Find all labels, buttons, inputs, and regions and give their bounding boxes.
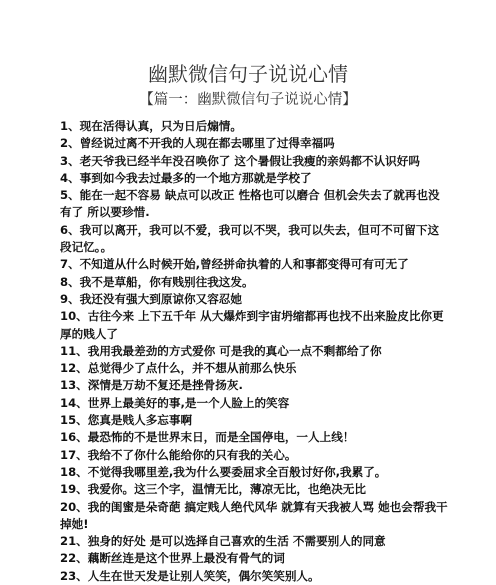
list-item: 6、我可以离开，我可以不爱，我可以不哭，我可以失去，但可不可留下这段记忆。。 [60,222,440,255]
page-title: 幽默微信句子说说心情 [148,62,348,86]
list-item: 19、我爱你。这三个字，温情无比，薄凉无比，也绝决无比 [60,482,366,497]
list-item: 8、我不是草船，你有贱别往我这发。 [60,274,254,289]
list-item: 4、事到如今我去过最多的一个地方那就是学校了 [60,170,312,185]
list-item: 13、深情是万劫不复还是挫骨扬灰. [60,378,243,393]
list-item: 12、总觉得少了点什么，并不想从前那么快乐 [60,361,297,376]
list-item: 23、人生在世天发是让别人笑笑，偶尔笑笑别人。 [60,568,320,583]
list-item: 22、藕断丝连是这个世界上最没有骨气的词 [60,551,285,566]
list-item: 11、我用我最差劲的方式爱你 可是我的真心一点不剩都给了你 [60,343,382,358]
section-heading: 【篇一：幽默微信句子说说心情】 [139,92,357,108]
list-item: 7、不知道从什么时候开始,曾经拼命执着的人和事都变得可有可无了 [60,257,409,272]
list-item: 16、最恐怖的不是世界末日，而是全国停电，一人上线！ [60,430,355,445]
list-item: 14、世界上最美好的事,是一个人脸上的笑容 [60,395,290,410]
list-item: 21、独身的好处 是可以选择自己喜欢的生活 不需要别人的同意 [60,534,386,549]
list-item: 15、您真是贱人多忘事啊 [60,413,193,428]
list-item: 10、古往今来 上下五千年 从大爆炸到宇宙坍缩都再也找不出来脸皮比你更厚的贱人了 [60,309,444,341]
list-item: 5、能在一起不容易 缺点可以改正 性格也可以磨合 但机会失去了就再也没有了 所以要珍惜. [60,188,440,220]
list-item: 18、不觉得我哪里差,我为什么要委屈求全百般讨好你,我累了。 [60,464,387,479]
list-item: 2、曾经说过离不开我的人现在都去哪里了过得幸福吗 [60,136,335,151]
list-item: 20、我的闺蜜是朵奇葩 搞定贱人绝代风华 就算有天我被人骂 她也会帮我干掉她! [60,499,448,531]
list-item: 9、我还没有强大到原谅你又容忍她 [60,291,242,306]
list-item: 17、我给不了你什么能给你的只有我的关心。 [60,447,297,462]
list-item: 1、现在活得认真，只为日后煽情。 [60,119,242,133]
document-body [60,118,448,585]
list-item: 3、老天爷我已经半年没召唤你了 这个暑假让我瘦的亲妈都不认识好吗 [60,153,420,168]
